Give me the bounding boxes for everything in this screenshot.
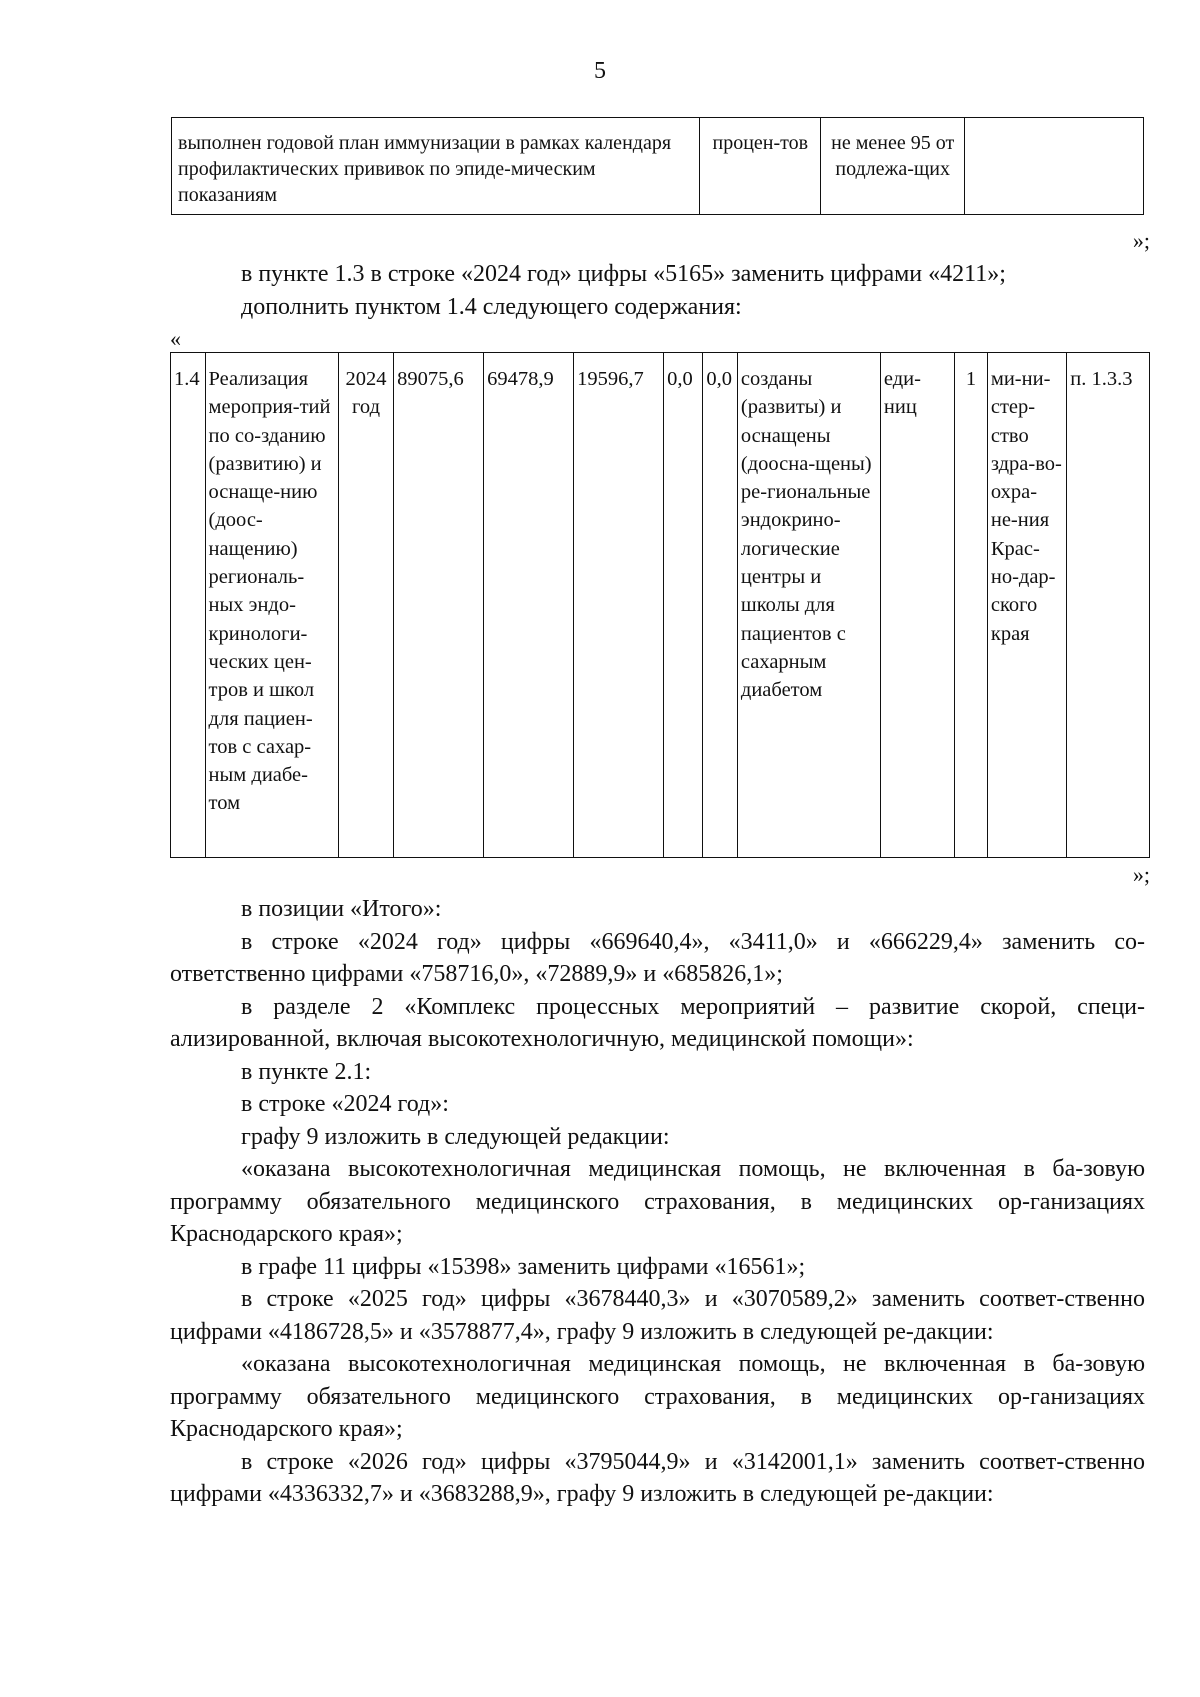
paragraph: дополнить пунктом 1.4 следующего содержания: (241, 293, 742, 320)
table-row (172, 118, 1144, 215)
amendment-text-bottom (170, 893, 1145, 1511)
funding-regional: 19596,7 (574, 353, 664, 858)
responsible-executor: ми-ни-стер-ство здра-во-охра-не-ния Крас-но-дар-ского края (987, 353, 1066, 858)
closing-quote: »; (1132, 862, 1150, 887)
table-row (171, 353, 1150, 858)
paragraph: в строке «2024 год» цифры «669640,4», «3411,0» и «666229,4» заменить со-ответственно цифрами «758716,0», «72889,9» и «685826,1»; (170, 928, 1145, 987)
paragraph: «оказана высокотехнологичная медицинская помощь, не включенная в ба-зовую программу обязательного медицинского страхования, в медицинских ор-ганизациях Краснодарского края»; (170, 1156, 1145, 1247)
reference-point: п. 1.3.3 (1067, 353, 1150, 858)
result-unit: еди-ниц (880, 353, 954, 858)
page-number: 5 (594, 58, 606, 84)
paragraph: в разделе 2 «Комплекс процессных мероприятий – развитие скорой, специ-ализированной, включая высокотехнологичную, медицинской помощи»: (170, 993, 1145, 1052)
funding-other: 0,0 (703, 353, 738, 858)
indicator-value: не менее 95 от подлежа-щих (821, 118, 965, 215)
indicator-table (171, 117, 1144, 215)
measure-table (170, 352, 1150, 858)
measure-name: Реализация мероприя-тий по со-зданию (развитию) и оснаще-нию (доос-нащению) региональ-ных эндо-кринологи-ческих цен-тров и школ для пациен-тов с сахар-ным диабе-том (205, 353, 338, 858)
paragraph: в строке «2024 год»: (241, 1091, 449, 1117)
closing-quote: »; (1132, 228, 1150, 253)
indicator-description: выполнен годовой план иммунизации в рамках календаря профилактических прививок по эпиде-мическим показаниям (172, 118, 700, 215)
opening-quote: « (170, 326, 181, 351)
funding-federal: 69478,9 (484, 353, 574, 858)
paragraph: в графе 11 цифры «15398» заменить цифрами «16561»; (241, 1253, 806, 1280)
item-number: 1.4 (171, 353, 206, 858)
paragraph: «оказана высокотехнологичная медицинская помощь, не включенная в ба-зовую программу обязательного медицинского страхования, в медицинских ор-ганизациях Краснодарского края»; (170, 1351, 1145, 1442)
measure-year: 2024 год (339, 353, 394, 858)
indicator-unit: процен-тов (700, 118, 821, 215)
result-quantity: 1 (955, 353, 988, 858)
paragraph: в строке «2025 год» цифры «3678440,3» и «3070589,2» заменить соответ-ственно цифрами «4186728,5» и «3578877,4», графу 9 изложить в следующей ре-дакции: (170, 1286, 1145, 1345)
paragraph: графу 9 изложить в следующей редакции: (241, 1123, 670, 1150)
paragraph: в позиции «Итого»: (241, 896, 442, 922)
paragraph: в строке «2026 год» цифры «3795044,9» и «3142001,1» заменить соответ-ственно цифрами «4336332,7» и «3683288,9», графу 9 изложить в следующей ре-дакции: (170, 1448, 1145, 1507)
paragraph: в пункте 2.1: (241, 1058, 372, 1085)
funding-local: 0,0 (664, 353, 703, 858)
indicator-empty-cell (965, 118, 1144, 215)
amendment-text-top (170, 258, 1145, 323)
funding-total: 89075,6 (394, 353, 484, 858)
paragraph: в пункте 1.3 в строке «2024 год» цифры «5165» заменить цифрами «4211»; (241, 261, 1006, 287)
measure-result: созданы (развиты) и оснащены (доосна-щены) ре-гиональные эндокрино-логические центры и школы для пациентов с сахарным диабетом (737, 353, 880, 858)
